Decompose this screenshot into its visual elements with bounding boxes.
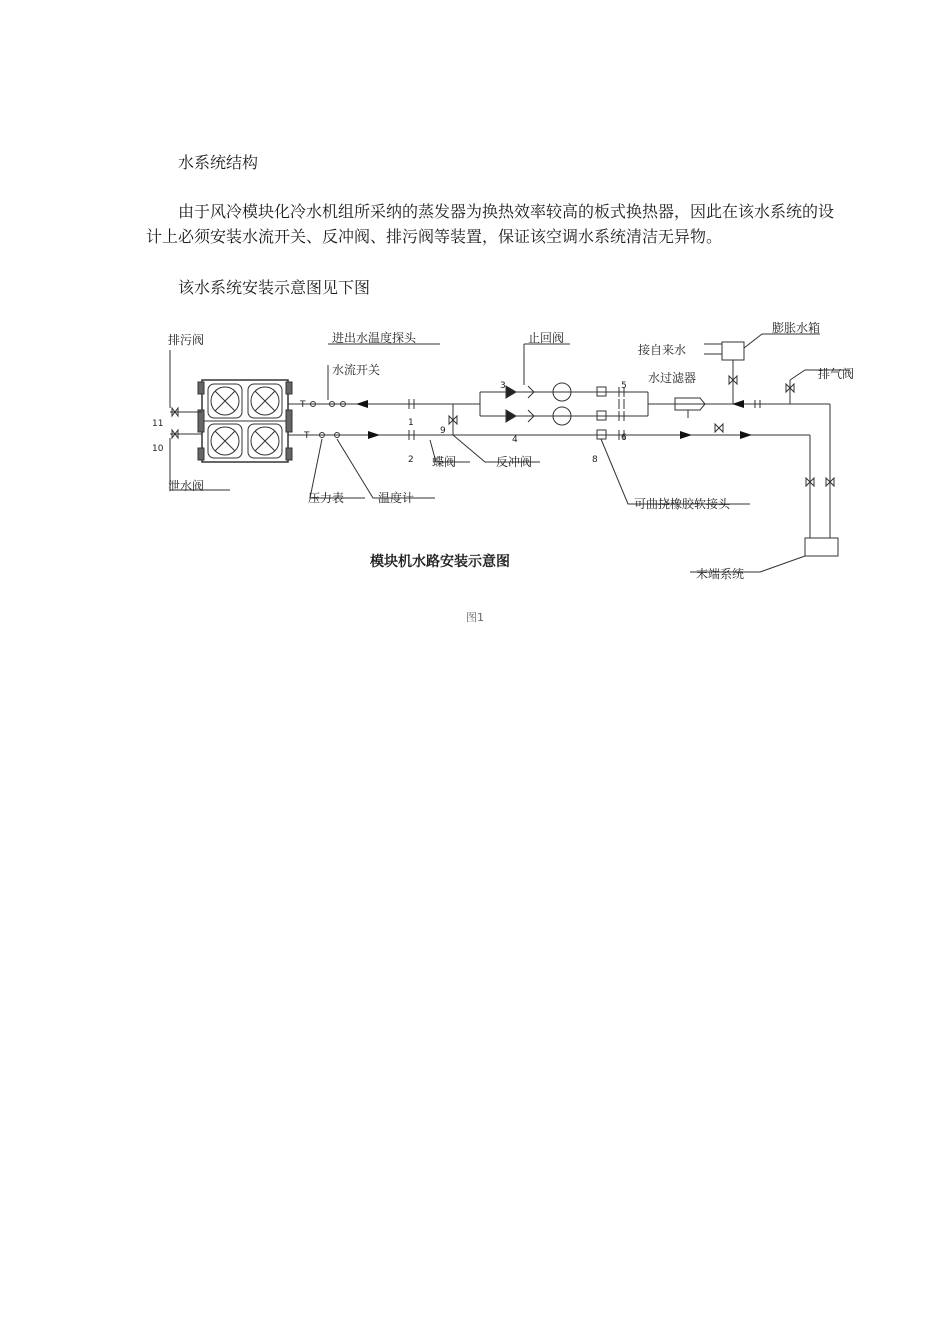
label-expansion-tank: 膨胀水箱 <box>772 321 821 335</box>
number-label: 5 <box>621 381 627 391</box>
label-backflush-valve: 反冲阀 <box>496 455 533 469</box>
label-make-up-water: 接自来水 <box>638 343 687 357</box>
terminal-system-box <box>805 538 838 556</box>
number-label: 2 <box>408 455 414 465</box>
label-pressure-gauge: 压力表 <box>308 491 345 505</box>
label-butterfly-valve: 蝶阀 <box>432 455 457 469</box>
number-label: 3 <box>500 381 506 391</box>
number-label: 8 <box>592 455 598 465</box>
number-label: 10 <box>152 444 164 454</box>
label-water-temp-probe: 进出水温度探头 <box>332 331 417 345</box>
label-water-filter: 水过滤器 <box>648 371 697 385</box>
number-label: T <box>304 431 310 441</box>
diagram-title: 模块机水路安装示意图 <box>370 554 510 570</box>
body-paragraph: 由于风冷模块化冷水机组所采纳的蒸发器为换热效率较高的板式换热器，因此在该水系统的设计上必须安装水流开关、反冲阀、排污阀等装置，保证该空调水系统清洁无异物。 <box>146 202 835 246</box>
label-flow-switch: 水流开关 <box>332 363 381 377</box>
label-discharge-valve: 泄水阀 <box>168 479 205 493</box>
label-air-vent: 排气阀 <box>818 367 855 381</box>
intro-line: 该水系统安装示意图见下图 <box>178 278 371 297</box>
label-terminal-system: 末端系统 <box>696 567 745 581</box>
number-label: 6 <box>621 433 627 443</box>
label-check-valve: 止回阀 <box>528 331 565 345</box>
section-heading: 水系统结构 <box>178 153 259 172</box>
label-thermometer: 温度计 <box>378 491 415 505</box>
number-label: 9 <box>440 426 446 436</box>
number-label: 4 <box>512 435 518 445</box>
water-system-diagram <box>140 320 870 620</box>
label-flexible-joint: 可曲挠橡胶软接头 <box>634 497 731 511</box>
label-drain-valve: 排污阀 <box>168 333 205 347</box>
figure-caption: 图1 <box>466 611 484 624</box>
number-label: T <box>300 400 306 410</box>
number-label: 11 <box>152 419 164 429</box>
number-label: 1 <box>408 418 414 428</box>
